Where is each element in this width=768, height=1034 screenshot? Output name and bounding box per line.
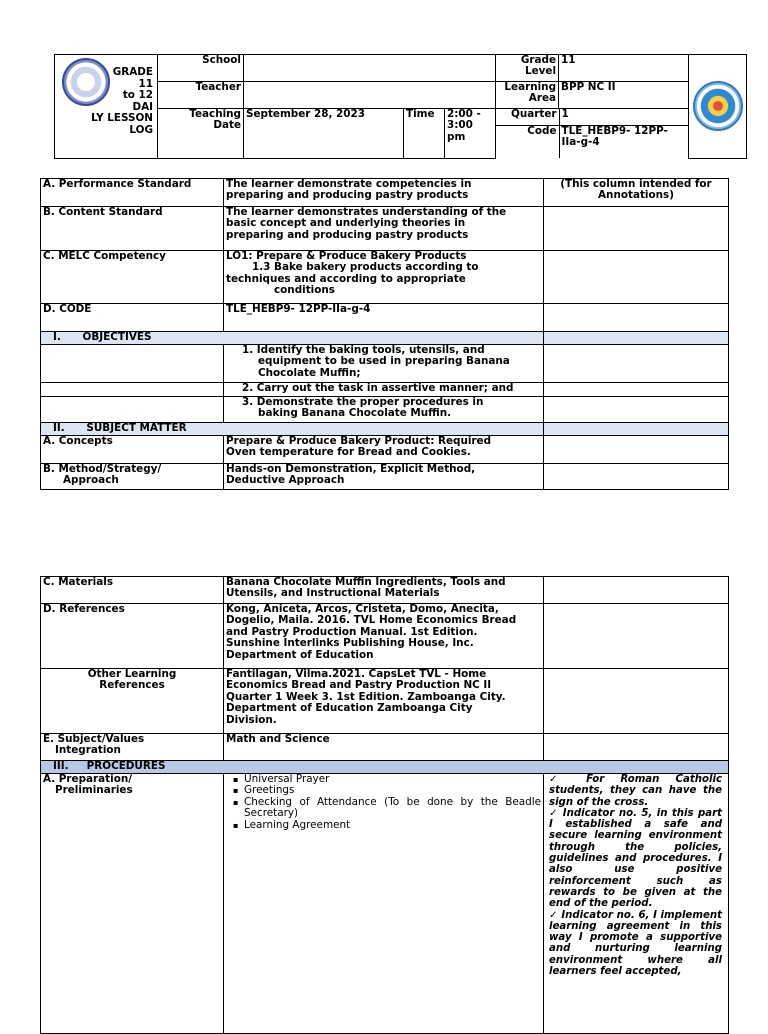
integration-label: E. Subject/Values Integration bbox=[41, 734, 224, 761]
integration-value: Math and Science bbox=[224, 734, 544, 761]
teaching-date-label: Teaching Date bbox=[158, 109, 244, 159]
melc-competency-label: C. MELC Competency bbox=[41, 251, 224, 304]
code-label: Code bbox=[496, 125, 559, 158]
other-references-value: Fantilagan, Vilma.2021. CapsLet TVL - Home Economics Bread and Pastry Production NC II Quarter 1 Week 3. 1st Edition. Zamboanga City. Department of Education Zamboanga City Division. bbox=[224, 669, 544, 734]
references-value: Kong, Aniceta, Arcos, Cristeta, Domo, Anecita, Dogelio, Maila. 2016. TVL Home Economics Bread and Pastry Production Manual. 1st Edition. Sunshine Interlinks Publishing House, Inc. Department of Education bbox=[224, 604, 544, 669]
procedures-section-header: III. PROCEDURES bbox=[41, 761, 729, 774]
preparation-items bbox=[224, 774, 544, 1034]
preparation-item: ▪ Greetings bbox=[226, 785, 541, 796]
time-value: 2:00 - 3:00 pm bbox=[445, 109, 496, 159]
objective-item: 2. Carry out the task in assertive manner; and bbox=[224, 383, 544, 397]
content-standard-label: B. Content Standard bbox=[41, 207, 224, 251]
concepts-label: A. Concepts bbox=[41, 436, 224, 464]
objective-item: 1. Identify the baking tools, utensils, and equipment to be used in preparing Banana Chocolate Muffin; bbox=[224, 345, 544, 383]
school-logo-cell bbox=[689, 55, 747, 159]
concepts-value: Prepare & Produce Bakery Product: Required Oven temperature for Bread and Cookies. bbox=[224, 436, 544, 464]
dll-title-line: GRADE bbox=[112, 66, 153, 78]
references-label: D. References bbox=[41, 604, 224, 669]
annotation-cell bbox=[544, 383, 729, 397]
empty-label-cell bbox=[41, 397, 224, 423]
annotation-cell bbox=[544, 207, 729, 251]
performance-standard-label: A. Performance Standard bbox=[41, 179, 224, 207]
standards-table bbox=[40, 178, 729, 490]
empty-label-cell bbox=[41, 345, 224, 383]
teacher-label: Teacher bbox=[158, 82, 244, 109]
learning-area-label: Learning Area bbox=[496, 82, 559, 109]
annotation-cell bbox=[544, 436, 729, 464]
school-label: School bbox=[158, 55, 244, 82]
materials-value: Banana Chocolate Muffin Ingredients, Tools and Utensils, and Instructional Materials bbox=[224, 577, 544, 604]
method-value: Hands-on Demonstration, Explicit Method, Deductive Approach bbox=[224, 464, 544, 490]
dll-title-line: to 12 bbox=[122, 89, 153, 102]
quarter-code-cell bbox=[496, 109, 689, 159]
dll-title-line: LOG bbox=[129, 123, 153, 136]
quarter-value: 1 bbox=[559, 109, 689, 125]
annotation-cell bbox=[544, 304, 729, 332]
annotation-cell bbox=[544, 464, 729, 490]
subject-matter-section-header: II. SUBJECT MATTER bbox=[41, 423, 544, 436]
annotation-cell bbox=[544, 604, 729, 669]
grade-level-label: Grade Level bbox=[496, 55, 559, 82]
annotation-paragraph: ✓ For Roman Catholic students, they can have the sign of the cross. bbox=[549, 774, 722, 808]
dll-title-line: DAI bbox=[132, 100, 153, 113]
preparation-item: ▪ Checking of Attendance (To be done by the Beadle Secretary) bbox=[226, 797, 541, 820]
materials-procedures-table bbox=[40, 576, 729, 1034]
materials-label: C. Materials bbox=[41, 577, 224, 604]
teacher-value bbox=[244, 82, 496, 109]
header-table bbox=[54, 54, 747, 159]
school-seal-icon bbox=[693, 81, 743, 131]
dll-title-line: LY LESSON bbox=[91, 112, 153, 125]
annotation-cell bbox=[544, 734, 729, 761]
performance-standard-value: The learner demonstrate competencies in preparing and producing pastry products bbox=[224, 179, 544, 207]
annotation-cell bbox=[544, 251, 729, 304]
dll-title-cell bbox=[55, 55, 158, 159]
learning-area-value: BPP NC II bbox=[559, 82, 689, 109]
preparation-label: A. Preparation/ Preliminaries bbox=[41, 774, 224, 1034]
code-row-label: D. CODE bbox=[41, 304, 224, 332]
annotation-cell bbox=[544, 332, 729, 345]
other-references-label: Other Learning References bbox=[41, 669, 224, 734]
quarter-label: Quarter bbox=[496, 109, 559, 125]
content-standard-value: The learner demonstrates understanding of the basic concept and underlying theories in preparing and producing pastry products bbox=[224, 207, 544, 251]
preparation-annotation bbox=[544, 774, 729, 1034]
deped-seal-icon bbox=[62, 58, 110, 106]
objectives-section-header: I. OBJECTIVES bbox=[41, 332, 544, 345]
annotation-cell bbox=[544, 345, 729, 383]
empty-label-cell bbox=[41, 383, 224, 397]
annotation-paragraph: ✓ Indicator no. 5, in this part I established a safe and secure learning environment through the policies, guidelines and procedures. I also use positive reinforcement such as rewards to be given at the end of the period. bbox=[549, 807, 722, 910]
method-label: B. Method/Strategy/ Approach bbox=[41, 464, 224, 490]
dll-title-line: 11 bbox=[138, 77, 153, 90]
annotation-cell bbox=[544, 397, 729, 423]
code-value: TLE_HEBP9- 12PP- IIa-g-4 bbox=[559, 125, 689, 158]
grade-level-value: 11 bbox=[559, 55, 689, 82]
time-label: Time bbox=[404, 109, 445, 159]
preparation-item: ▪ Learning Agreement bbox=[226, 820, 541, 831]
annotation-paragraph: ✓ Indicator no. 6, I implement learning agreement in this way I promote a supportive and nurturing learning environment where all learners feel accepted, bbox=[549, 909, 722, 978]
annotation-cell bbox=[544, 577, 729, 604]
melc-competency-value: LO1: Prepare & Produce Bakery Products 1.3 Bake bakery products according to techniques and according to appropriate conditions bbox=[224, 251, 544, 304]
code-row-value: TLE_HEBP9- 12PP-IIa-g-4 bbox=[224, 304, 544, 332]
annotation-cell bbox=[544, 423, 729, 436]
preparation-item: ▪ Universal Prayer bbox=[226, 774, 541, 785]
teaching-date-value: September 28, 2023 bbox=[244, 109, 404, 159]
annotation-column-header: (This column intended for Annotations) bbox=[544, 179, 729, 207]
objective-item: 3. Demonstrate the proper procedures in baking Banana Chocolate Muffin. bbox=[224, 397, 544, 423]
annotation-cell bbox=[544, 669, 729, 734]
school-value bbox=[244, 55, 496, 82]
